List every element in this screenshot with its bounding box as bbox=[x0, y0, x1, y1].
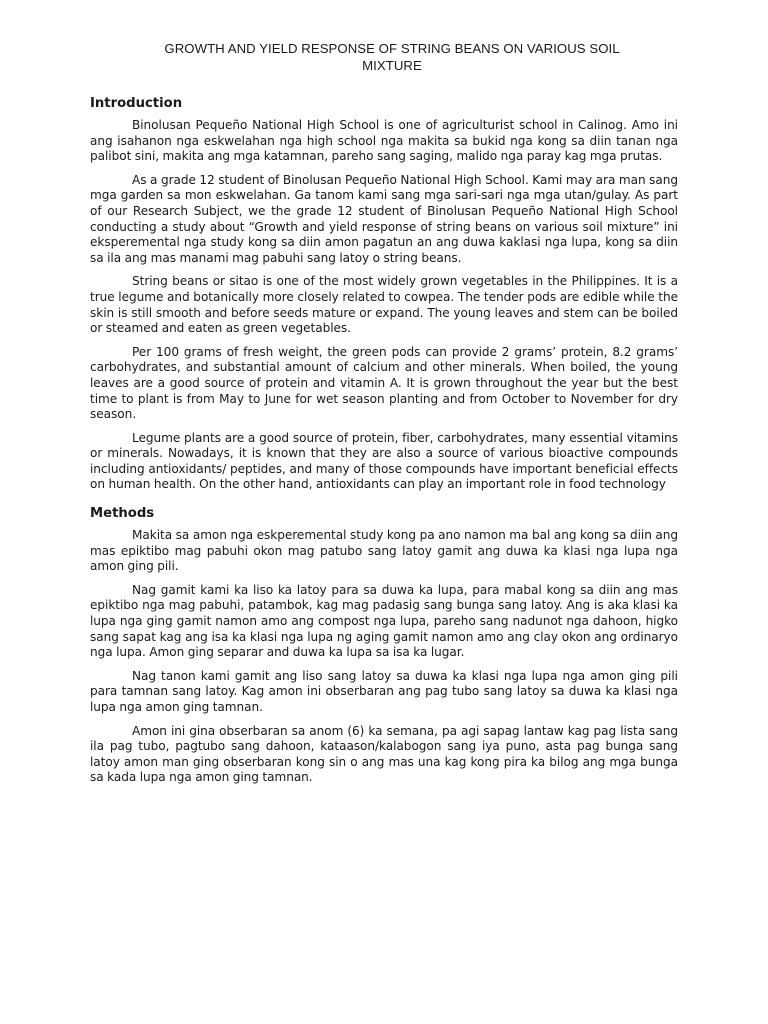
methods-paragraph-2: Nag gamit kami ka liso ka latoy para sa duwa ka lupa, para mabal kong sa diin ang mas epiktibo nga mag pabuhi, patambok, kag mag padasig sang bunga sang latoy. Ang is aka klasi ka lupa nga ging gamit namon amo ang compost nga lupa, pareho sang nadunot nga dahoon, higko sang sapat kag ang isa ka klasi nga lupa ng aging gamit namon amo ang clay okon ang ordinaryo nga lupa. Amon ging separar and duwa ka lupa sa isa ka lugar. bbox=[90, 582, 678, 660]
methods-paragraph-1: Makita sa amon nga eskperemental study kong pa ano namon ma bal ang kong sa diin ang mas epiktibo mag pabuhi okon mag patubo sang latoy gamit ang duwa ka klasi nga lupa nga amon ging pili. bbox=[90, 528, 678, 574]
intro-paragraph-2: As a grade 12 student of Binolusan Pequeño National High School. Kami may ara man sang mga garden sa mon eskwelahan. Ga tanom kami sang mga sari-sari nga mga utan/gulay. As part of our Research Subject, we the grade 12 student of Binolusan Pequeño National High School conducting a study about “Growth and yield response of string beans on various soil mixture” ini eksperemental nga study kong sa diin amon pagatun an ang duwa kaklasi nga lupa, kong sa diin sa ila ang mas manami mag pabuhi sang latoy o string beans. bbox=[90, 172, 678, 265]
title-line-2: MIXTURE bbox=[362, 58, 422, 73]
intro-paragraph-1: Binolusan Pequeño National High School is one of agriculturist school in Calinog. Amo ini ang isahanon nga eskwelahan nga high school nga makita sa bukid nga kong sa diin tanan nga palibot sini, makita ang mga katamnan, pareho sang saging, malido nga paray kag mga prutas. bbox=[90, 118, 678, 164]
methods-paragraph-4: Amon ini gina obserbaran sa anom (6) ka semana, pa agi sapag lantaw kag pag lista sang ila pag tubo, pagtubo sang dahoon, kataason/kalabogon sang iya puno, asta pag bunga sang latoy amon man ging obserbaran kong sin o ang mas una kag kong pira ka bilog ang mga bunga sa kada lupa nga amon ging tamnan. bbox=[90, 723, 678, 785]
intro-paragraph-3: String beans or sitao is one of the most widely grown vegetables in the Philippines. It is a true legume and botanically more closely related to cowpea. The tender pods are edible while the skin is still smooth and before seeds mature or expand. The young leaves and stem can be boiled or steamed and eaten as green vegetables. bbox=[90, 274, 678, 336]
intro-paragraph-4: Per 100 grams of fresh weight, the green pods can provide 2 grams’ protein, 8.2 grams’ carbohydrates, and substantial amount of calcium and other minerals. When boiled, the young leaves are a good source of protein and vitamin A. It is grown throughout the year but the best time to plant is from May to June for wet season planting and from October to November for dry season. bbox=[90, 344, 678, 422]
methods-paragraph-3: Nag tanon kami gamit ang liso sang latoy sa duwa ka klasi nga lupa nga amon ging pili para tamnan sang latoy. Kag amon ini obserbaran ang pag tubo sang latoy sa duwa ka klasi nga lupa nga amon ging tamnan. bbox=[90, 668, 678, 714]
document-title bbox=[90, 40, 678, 74]
intro-paragraph-5: Legume plants are a good source of protein, fiber, carbohydrates, many essential vitamins or minerals. Nowadays, it is known that they are also a source of various bioactive compounds including antioxidants/ peptides, and many of those compounds have important beneficial effects on human health. On the other hand, antioxidants can play an important role in food technology bbox=[90, 430, 678, 492]
introduction-heading: Introduction bbox=[90, 96, 183, 111]
methods-heading: Methods bbox=[90, 506, 155, 522]
title-line-1: GROWTH AND YIELD RESPONSE OF STRING BEANS ON VARIOUS SOIL bbox=[164, 41, 620, 56]
